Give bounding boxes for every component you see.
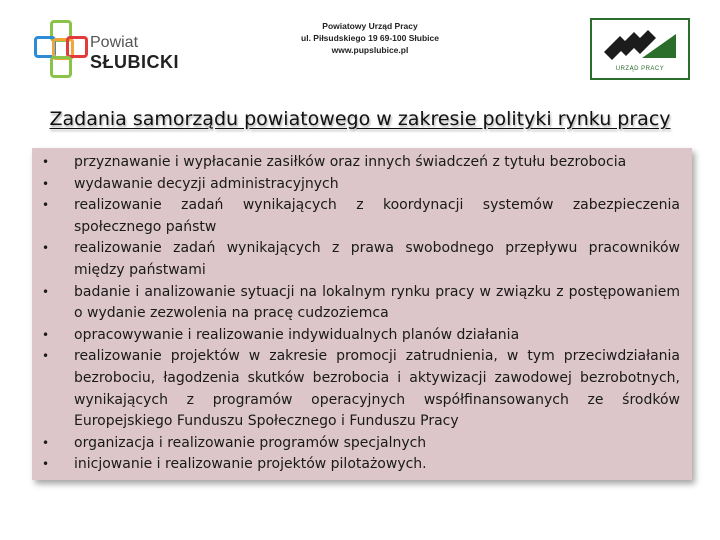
bullet-icon: • xyxy=(42,349,50,364)
bullet-icon: • xyxy=(42,176,50,191)
task-text: realizowanie zadań wynikających z koordynacji systemów zabezpieczenia społecznego państw xyxy=(74,197,680,235)
list-item xyxy=(32,282,692,325)
organization-name: Powiatowy Urząd Pracy xyxy=(322,21,418,31)
list-item xyxy=(32,325,692,347)
bullet-icon: • xyxy=(42,241,50,256)
bullet-icon: • xyxy=(42,155,50,169)
tasks-list xyxy=(32,152,692,476)
task-text: badanie i analizowanie sytuacji na lokalnym rynku pracy w związku z postępowaniem o wydanie zezwolenia na pracę cudzoziemca xyxy=(74,283,680,322)
task-text: opracowywanie i realizowanie indywidualnych planów działania xyxy=(74,326,520,343)
list-item xyxy=(32,433,692,455)
task-text: realizowanie projektów w zakresie promocji zatrudnienia, w tym przeciwdziałania bezrobociu, łagodzenia skutków bezrobocia i aktywizacji zawodowej bezrobotnych, wynikających z programów operacyjnych współfinansowanych ze środków Europejskiego Funduszu Społecznego i Funduszu Pracy xyxy=(74,348,680,430)
urzad-pracy-logo xyxy=(590,18,690,80)
task-text: inicjowanie i realizowanie projektów pilotażowych. xyxy=(74,456,427,473)
bullet-icon: • xyxy=(42,327,50,342)
list-item xyxy=(32,454,692,476)
tasks-panel xyxy=(32,148,692,480)
list-item xyxy=(32,152,692,174)
list-item xyxy=(32,174,692,196)
urzad-pracy-icon xyxy=(592,22,688,68)
powiat-slubicki-logo xyxy=(28,14,178,84)
organization-website: www.pupslubice.pl xyxy=(331,45,409,55)
task-text: przyznawanie i wypłacanie zasiłków oraz innych świadczeń z tytułu bezrobocia xyxy=(74,154,627,170)
organization-address: ul. Piłsudskiego 19 69-100 Słubice xyxy=(301,33,439,43)
colored-squares-icon xyxy=(28,14,88,84)
bullet-icon: • xyxy=(42,435,50,450)
task-text: organizacja i realizowanie programów specjalnych xyxy=(74,434,427,451)
organization-info xyxy=(270,20,470,56)
list-item xyxy=(32,346,692,432)
bullet-icon: • xyxy=(42,284,50,299)
bullet-icon: • xyxy=(42,198,50,213)
task-text: wydawanie decyzji administracyjnych xyxy=(74,175,339,192)
logo-text-line1: Powiat xyxy=(90,34,139,51)
logo-right-label: URZĄD PRACY xyxy=(615,66,665,72)
list-item xyxy=(32,195,692,238)
bullet-icon: • xyxy=(42,457,50,472)
task-text: realizowanie zadań wynikających z prawa swobodnego przepływu pracowników między państwami xyxy=(74,240,680,278)
page-title: Zadania samorządu powiatowego w zakresie polityki rynku pracy xyxy=(49,108,671,130)
logo-text-line2: SŁUBICKI xyxy=(90,52,179,72)
list-item xyxy=(32,238,692,281)
